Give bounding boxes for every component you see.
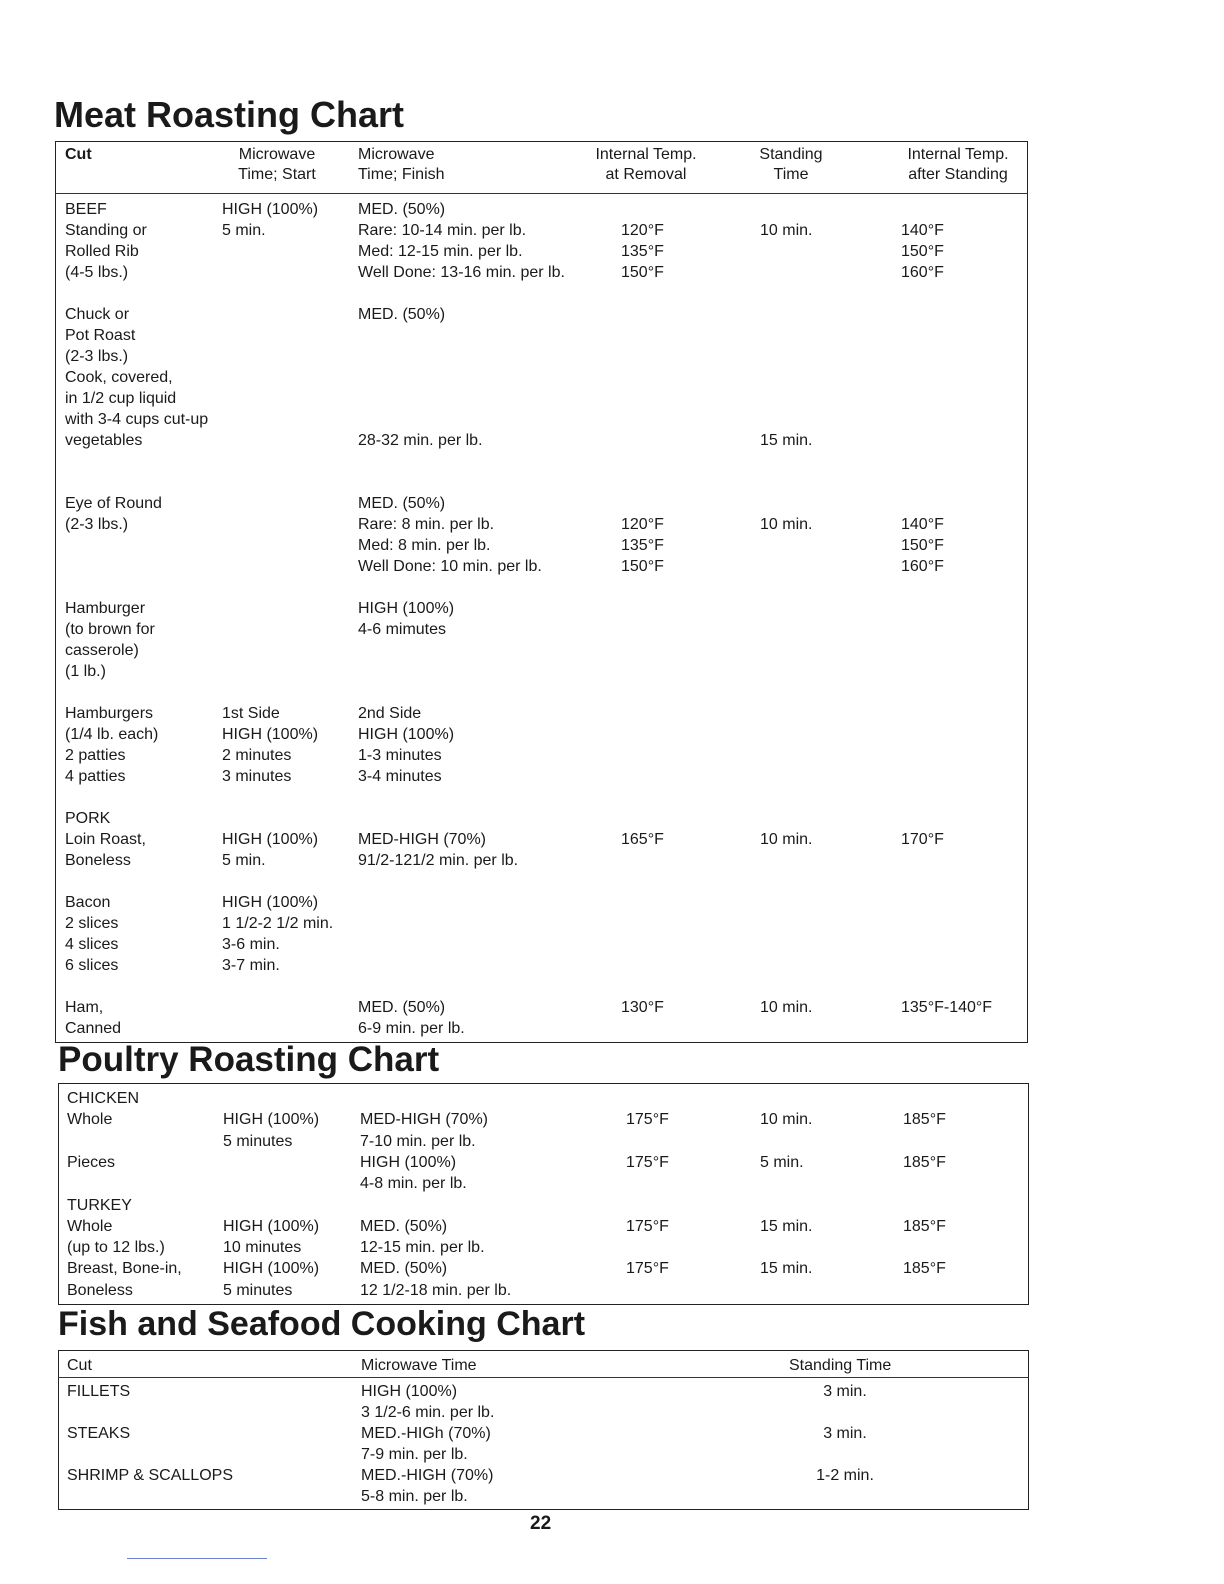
fish-chart-title: Fish and Seafood Cooking Chart (58, 1305, 586, 1343)
meat-row-cell: Rolled Rib (65, 243, 139, 260)
meat-row-cell: Hamburger (65, 600, 146, 617)
poultry-row-cell: 175°F (626, 1111, 669, 1129)
meat-row-cell: 10 min. (760, 516, 813, 533)
poultry-row-cell: 5 minutes (223, 1132, 293, 1150)
poultry-row-cell: MED. (50%) (360, 1217, 448, 1235)
fish-row-cell: SHRIMP & SCALLOPS (67, 1467, 233, 1484)
meat-row-cell: 1st Side (222, 705, 280, 722)
meat-row-cell: 2 patties (65, 747, 126, 764)
meat-row-cell: Canned (65, 1020, 122, 1037)
meat-row-cell: HIGH (100%) (358, 726, 455, 743)
meat-row-cell: 150°F (901, 537, 944, 554)
poultry-row-cell: MED. (50%) (360, 1260, 448, 1278)
fish-header-label: Cut (67, 1357, 92, 1374)
meat-header-label: after Standing (908, 166, 1008, 183)
meat-row-cell: MED. (50%) (358, 306, 446, 323)
poultry-row-cell: MED-HIGH (70%) (360, 1111, 489, 1129)
meat-row-cell: 135°F (621, 243, 664, 260)
meat-row-cell: PORK (65, 810, 111, 827)
meat-row-cell: 150°F (901, 243, 944, 260)
poultry-row-cell: 185°F (903, 1111, 946, 1129)
poultry-row-cell: Boneless (67, 1281, 133, 1299)
poultry-row-cell: 175°F (626, 1153, 669, 1171)
fish-row-cell: 1-2 min. (816, 1467, 874, 1484)
meat-row-cell: 10 min. (760, 831, 813, 848)
meat-row-cell: HIGH (100%) (222, 726, 319, 743)
meat-header-label: Time; Finish (358, 166, 445, 183)
meat-row-cell: with 3-4 cups cut-up (65, 411, 209, 428)
meat-row-cell: 4-6 mimutes (358, 621, 447, 638)
poultry-row-cell: Pieces (67, 1153, 116, 1171)
meat-row-cell: 3-6 min. (222, 936, 280, 953)
meat-row-cell: HIGH (100%) (358, 600, 455, 617)
meat-row-cell: Rare: 8 min. per lb. (358, 516, 495, 533)
meat-row-cell: Boneless (65, 852, 131, 869)
meat-row-cell: in 1/2 cup liquid (65, 390, 177, 407)
meat-row-cell: 5 min. (222, 852, 266, 869)
meat-header-rule (55, 193, 1028, 194)
meat-row-cell: 140°F (901, 516, 944, 533)
meat-row-cell: 91/2-121/2 min. per lb. (358, 852, 519, 869)
fish-row-cell: 7-9 min. per lb. (361, 1446, 468, 1463)
poultry-row-cell: 5 minutes (223, 1281, 293, 1299)
meat-row-cell: 28-32 min. per lb. (358, 432, 483, 449)
meat-row-cell: 140°F (901, 222, 944, 239)
meat-row-cell: 3-4 minutes (358, 768, 442, 785)
fish-row-cell: 3 min. (823, 1425, 867, 1442)
meat-row-cell: Loin Roast, (65, 831, 146, 848)
meat-row-cell: 135°F-140°F (901, 999, 993, 1016)
meat-row-cell: HIGH (100%) (222, 201, 319, 218)
meat-row-cell: Well Done: 10 min. per lb. (358, 558, 542, 575)
meat-row-cell: 6 slices (65, 957, 119, 974)
meat-header-label: Time; Start (238, 166, 316, 183)
meat-row-cell: 1 1/2-2 1/2 min. (222, 915, 334, 932)
meat-header-label: Internal Temp. (595, 146, 697, 163)
meat-row-cell: (1 lb.) (65, 663, 106, 680)
meat-header-label: Internal Temp. (907, 146, 1009, 163)
poultry-row-cell: Breast, Bone-in, (67, 1260, 182, 1278)
meat-row-cell: 150°F (621, 264, 664, 281)
meat-row-cell: Chuck or (65, 306, 130, 323)
meat-row-cell: Cook, covered, (65, 369, 173, 386)
meat-header-label: at Removal (605, 166, 687, 183)
poultry-row-cell: 185°F (903, 1217, 946, 1235)
fish-header-label: Microwave Time (361, 1357, 477, 1374)
meat-row-cell: Pot Roast (65, 327, 136, 344)
meat-row-cell: 2 minutes (222, 747, 292, 764)
meat-header-label: Cut (65, 146, 92, 163)
fish-row-cell: FILLETS (67, 1383, 131, 1400)
meat-row-cell: Bacon (65, 894, 111, 911)
poultry-row-cell: 10 minutes (223, 1239, 302, 1257)
meat-row-cell: 160°F (901, 264, 944, 281)
meat-row-cell: 170°F (901, 831, 944, 848)
meat-row-cell: Rare: 10-14 min. per lb. (358, 222, 527, 239)
fish-row-cell: 3 1/2-6 min. per lb. (361, 1404, 495, 1421)
footer-rule (127, 1558, 267, 1559)
meat-header-label: Standing (759, 146, 823, 163)
meat-row-cell: Standing or (65, 222, 147, 239)
poultry-row-cell: 15 min. (760, 1217, 813, 1235)
meat-row-cell: 160°F (901, 558, 944, 575)
page-number: 22 (530, 1513, 552, 1534)
meat-header-label: Microwave (238, 146, 316, 163)
meat-row-cell: (2-3 lbs.) (65, 516, 129, 533)
meat-row-cell: 4 patties (65, 768, 126, 785)
poultry-row-cell: HIGH (100%) (223, 1260, 320, 1278)
meat-row-cell: Eye of Round (65, 495, 162, 512)
meat-row-cell: (2-3 lbs.) (65, 348, 129, 365)
poultry-row-cell: 12-15 min. per lb. (360, 1239, 485, 1257)
poultry-row-cell: 175°F (626, 1217, 669, 1235)
meat-row-cell: Ham, (65, 999, 104, 1016)
fish-row-cell: 5-8 min. per lb. (361, 1488, 468, 1505)
meat-row-cell: 2nd Side (358, 705, 422, 722)
meat-header-label: Microwave (358, 146, 435, 163)
meat-row-cell: 5 min. (222, 222, 266, 239)
meat-row-cell: 120°F (621, 222, 664, 239)
poultry-row-cell: 5 min. (760, 1153, 804, 1171)
meat-row-cell: 3-7 min. (222, 957, 280, 974)
meat-row-cell: HIGH (100%) (222, 894, 319, 911)
meat-row-cell: Med: 12-15 min. per lb. (358, 243, 523, 260)
poultry-chart-title: Poultry Roasting Chart (58, 1040, 440, 1079)
meat-row-cell: (4-5 lbs.) (65, 264, 129, 281)
meat-row-cell: 120°F (621, 516, 664, 533)
meat-row-cell: BEEF (65, 201, 107, 218)
meat-row-cell: 4 slices (65, 936, 119, 953)
meat-row-cell: 3 minutes (222, 768, 292, 785)
meat-row-cell: 10 min. (760, 999, 813, 1016)
meat-row-cell: 6-9 min. per lb. (358, 1020, 465, 1037)
poultry-chart-table (58, 1083, 1029, 1305)
meat-row-cell: Med: 8 min. per lb. (358, 537, 491, 554)
meat-header-label: Time (773, 166, 809, 183)
poultry-row-cell: Whole (67, 1111, 113, 1129)
fish-row-cell: STEAKS (67, 1425, 131, 1442)
meat-row-cell: Hamburgers (65, 705, 154, 722)
fish-row-cell: MED.-HIGH (70%) (361, 1467, 494, 1484)
meat-row-cell: MED. (50%) (358, 495, 446, 512)
meat-row-cell: MED. (50%) (358, 999, 446, 1016)
meat-row-cell: vegetables (65, 432, 143, 449)
poultry-row-cell: HIGH (100%) (223, 1217, 320, 1235)
poultry-row-cell: 7-10 min. per lb. (360, 1132, 476, 1150)
meat-row-cell: Well Done: 13-16 min. per lb. (358, 264, 565, 281)
poultry-row-cell: 185°F (903, 1153, 946, 1171)
poultry-row-cell: HIGH (100%) (360, 1153, 457, 1171)
poultry-row-cell: 175°F (626, 1260, 669, 1278)
poultry-row-cell: 12 1/2-18 min. per lb. (360, 1281, 512, 1299)
meat-row-cell: 2 slices (65, 915, 119, 932)
poultry-row-cell: Whole (67, 1217, 113, 1235)
poultry-row-cell: HIGH (100%) (223, 1111, 320, 1129)
poultry-row-cell: 15 min. (760, 1260, 813, 1278)
meat-row-cell: casserole) (65, 642, 139, 659)
meat-row-cell: 10 min. (760, 222, 813, 239)
meat-row-cell: HIGH (100%) (222, 831, 319, 848)
meat-row-cell: 150°F (621, 558, 664, 575)
poultry-row-cell: 10 min. (760, 1111, 813, 1129)
poultry-row-cell: (up to 12 lbs.) (67, 1239, 165, 1257)
meat-row-cell: MED. (50%) (358, 201, 446, 218)
poultry-row-cell: 4-8 min. per lb. (360, 1175, 467, 1193)
meat-row-cell: 1-3 minutes (358, 747, 442, 764)
fish-row-cell: 3 min. (823, 1383, 867, 1400)
meat-row-cell: (to brown for (65, 621, 155, 638)
meat-row-cell: 15 min. (760, 432, 813, 449)
fish-header-rule (58, 1377, 1029, 1378)
meat-row-cell: (1/4 lb. each) (65, 726, 159, 743)
meat-row-cell: 135°F (621, 537, 664, 554)
fish-header-label: Standing Time (789, 1357, 892, 1374)
fish-row-cell: MED.-HIGh (70%) (361, 1425, 491, 1442)
meat-chart-title: Meat Roasting Chart (54, 94, 405, 135)
poultry-row-cell: TURKEY (67, 1196, 132, 1214)
poultry-row-cell: 185°F (903, 1260, 946, 1278)
meat-row-cell: 130°F (621, 999, 664, 1016)
poultry-row-cell: CHICKEN (67, 1090, 140, 1107)
fish-row-cell: HIGH (100%) (361, 1383, 458, 1400)
meat-row-cell: MED-HIGH (70%) (358, 831, 487, 848)
meat-row-cell: 165°F (621, 831, 664, 848)
